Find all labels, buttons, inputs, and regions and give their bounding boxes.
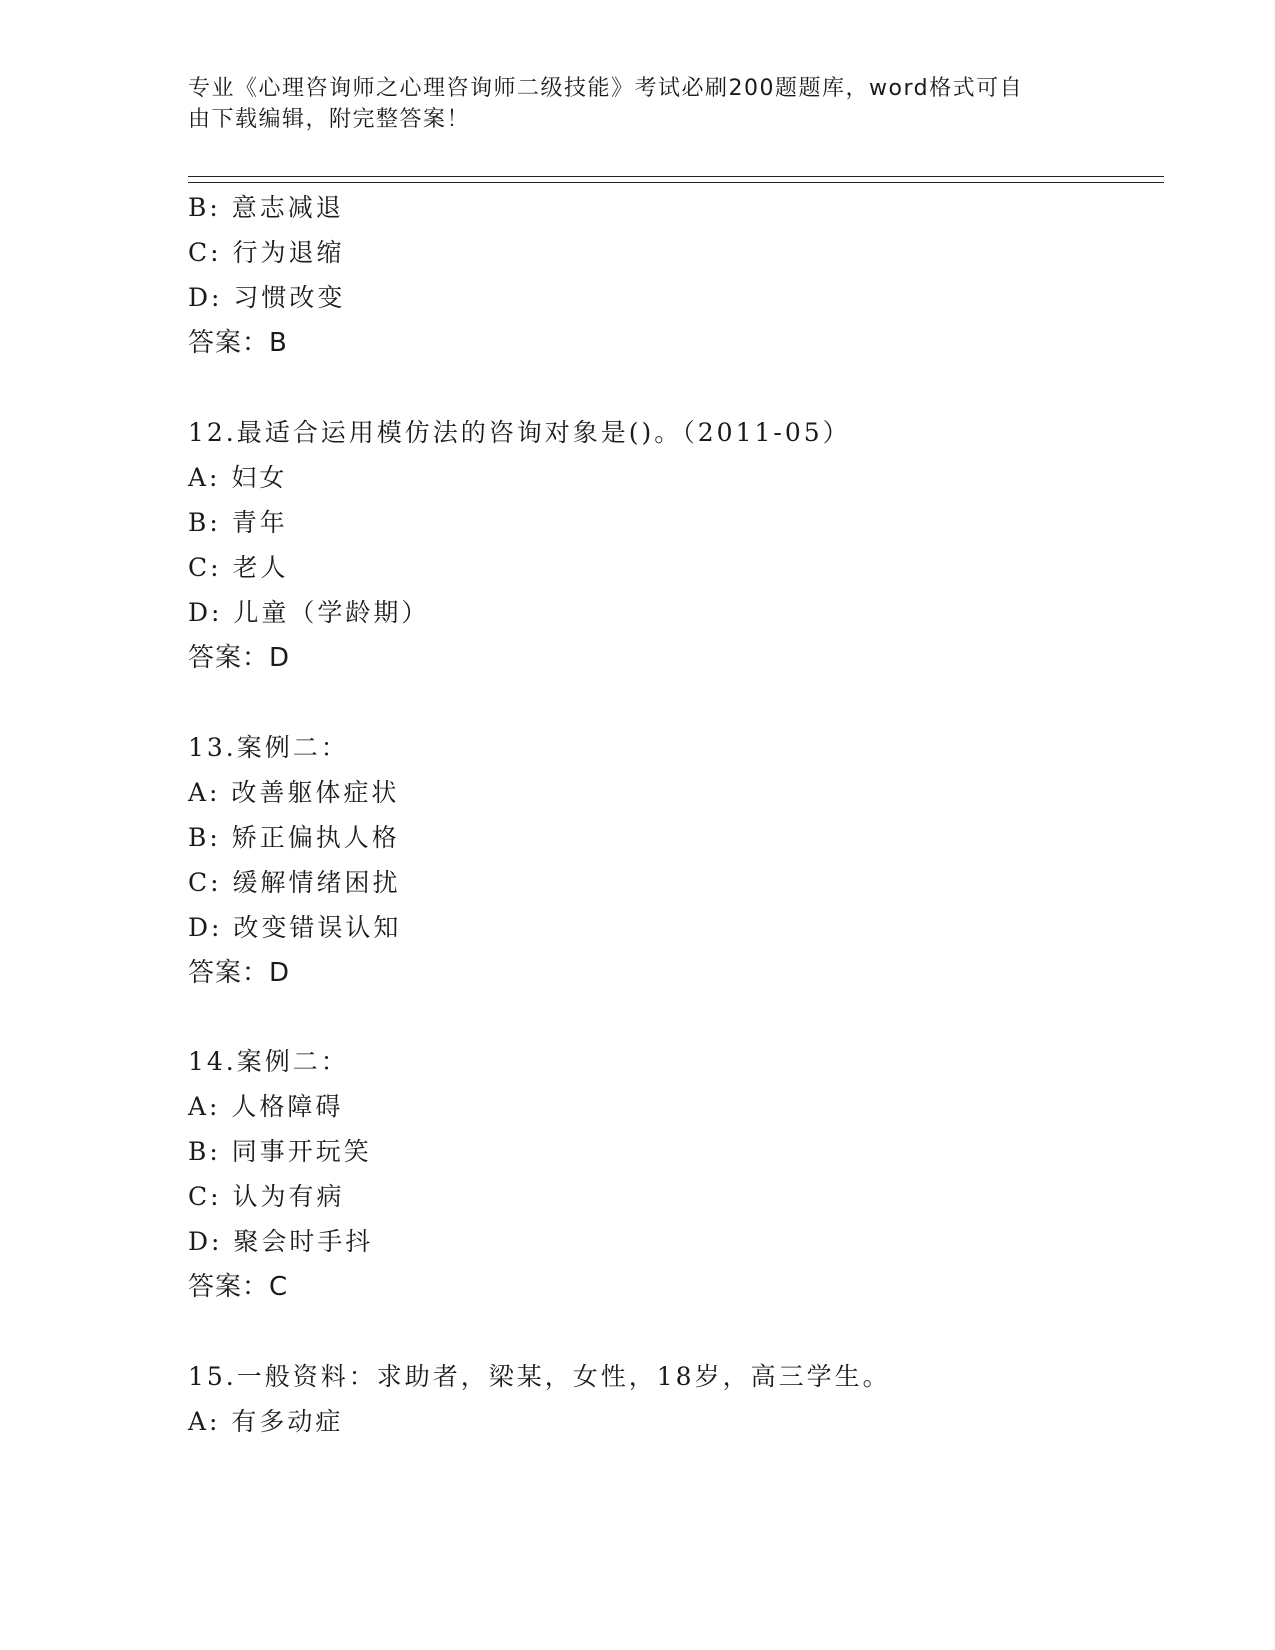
q13-option-b: B: 矫正偏执人格 [188,823,400,852]
q11-option-c: C: 行为退缩 [188,238,345,267]
q11-option-b: B: 意志减退 [188,193,344,222]
q13-option-a: A: 改善躯体症状 [188,778,400,807]
q13-answer: 答案：D [188,958,291,988]
q14-answer: 答案：C [188,1272,289,1302]
header-divider-top [188,176,1164,177]
q14-option-a: A: 人格障碍 [188,1092,344,1121]
q12-option-c: C: 老人 [188,553,289,582]
q12-option-d: D: 儿童（学龄期） [188,598,430,627]
q14-option-c: C: 认为有病 [188,1182,345,1211]
q14-option-d: D: 聚会时手抖 [188,1227,374,1256]
q13-question: 13.案例二： [188,733,349,762]
q15-question: 15.一般资料：求助者，梁某，女性，18岁，高三学生。 [188,1362,891,1391]
header-line-1: 专业《心理咨询师之心理咨询师二级技能》考试必刷200题题库，word格式可自 [188,76,1024,101]
q11-option-d: D: 习惯改变 [188,283,346,312]
q12-option-b: B: 青年 [188,508,288,537]
q14-option-b: B: 同事开玩笑 [188,1137,372,1166]
q11-answer: 答案：B [188,328,288,358]
q12-question: 12.最适合运用模仿法的咨询对象是()。（2011-05） [188,418,851,447]
q12-answer: 答案：D [188,643,291,673]
q15-option-a: A: 有多动症 [188,1407,344,1436]
header-line-2: 由下载编辑，附完整答案！ [188,107,471,132]
q14-question: 14.案例二： [188,1047,349,1076]
document-header [188,73,1068,135]
q13-option-d: D: 改变错误认知 [188,913,402,942]
q13-option-c: C: 缓解情绪困扰 [188,868,401,897]
q12-option-a: A: 妇女 [188,463,288,492]
header-divider-bottom [188,182,1164,183]
